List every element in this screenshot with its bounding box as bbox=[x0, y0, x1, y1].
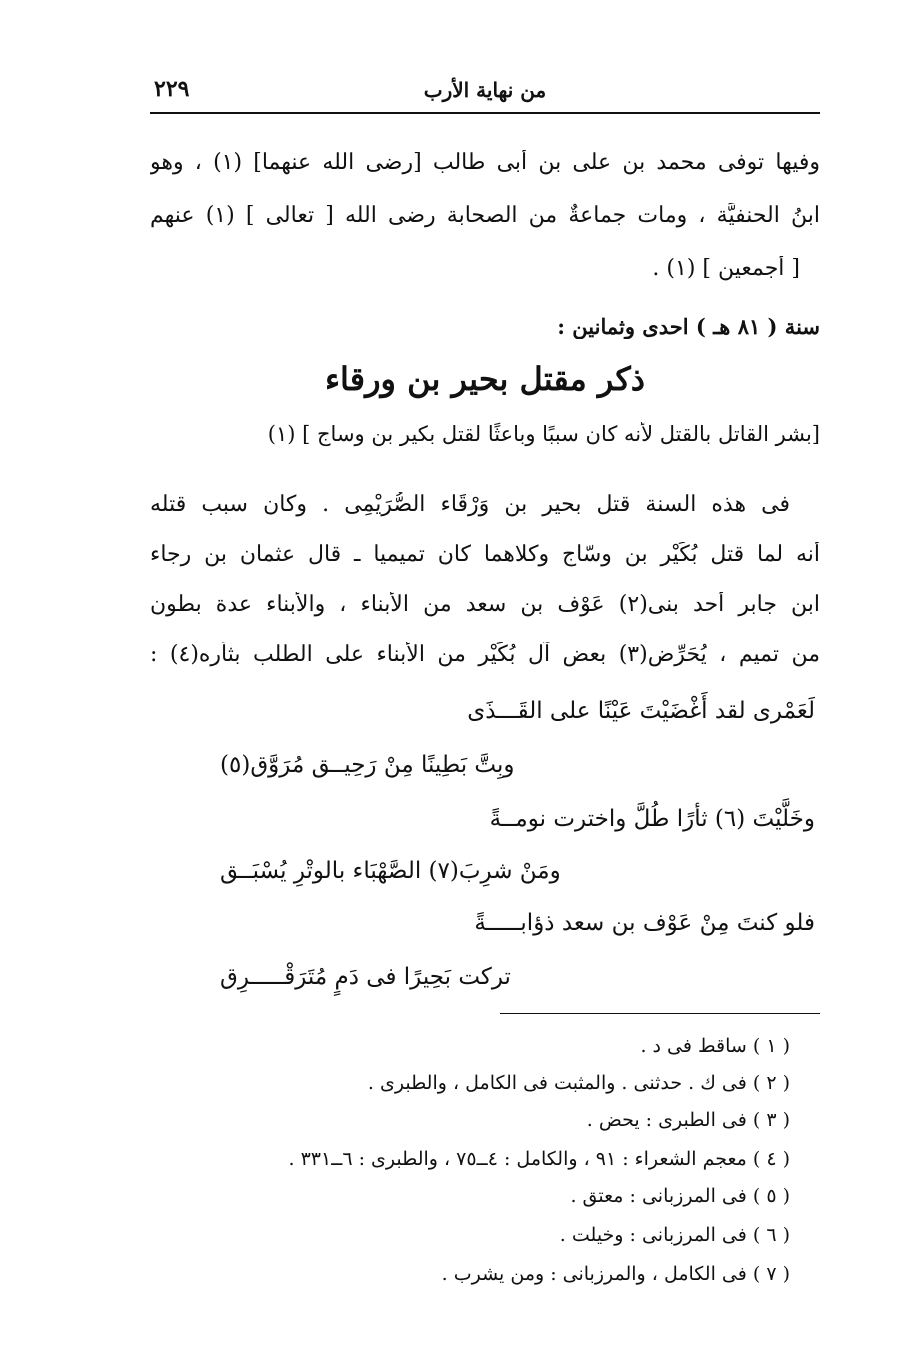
poem-verse bbox=[160, 698, 820, 738]
running-title: من نهاية الأرب bbox=[423, 78, 547, 102]
poem-verse bbox=[160, 910, 820, 950]
verse-second-hemistich: وبِتَّ بَطِينًا مِنْ رَحِيــق مُرَوَّق(٥) bbox=[220, 752, 515, 778]
verse-first-hemistich: فلو كنتَ مِنْ عَوْف بن سعد ذؤابـــــةً bbox=[474, 910, 815, 936]
footnote-rule bbox=[500, 1013, 820, 1014]
body-line: فى هذه السنة قتل بحير بن وَرْقَاء الصُّرَيْمِى . وكان سبب قتله bbox=[150, 492, 790, 517]
body-line: [ أجمعين ] (١) . bbox=[652, 256, 800, 281]
body-line: أنه لما قتل بُكَيْر بن وسّاج وكلاهما كان تميميا ـ قال عثمان بن رجاء bbox=[150, 542, 820, 567]
poem-verse bbox=[160, 858, 820, 898]
verse-second-hemistich: ومَنْ شرِبَ(٧) الصَّهْبَاء بالوتْرِ يُسْبَــق bbox=[220, 858, 561, 884]
footnote: ( ٣ ) فى الطبرى : يحض . bbox=[586, 1109, 790, 1131]
verse-first-hemistich: وخَلَّيْتَ (٦) ثأرًا طُلَّ واخترت نومــةً bbox=[489, 806, 815, 832]
page-header bbox=[150, 70, 820, 114]
header-rule bbox=[150, 112, 820, 114]
verse-first-hemistich: لَعَمْرى لقد أَغْضَيْتَ عَيْنًا على القَـــذَى bbox=[467, 698, 815, 724]
poem-verse bbox=[160, 752, 820, 792]
footnote: ( ١ ) ساقط فى د . bbox=[640, 1035, 790, 1057]
footnote: ( ٤ ) معجم الشعراء : ٩١ ، والكامل : ٤ــ٧٥ ، والطبرى : ٦ــ٣٣١ . bbox=[288, 1148, 790, 1170]
body-line: من تميم ، يُحَرِّض(٣) بعض آل بُكَيْر من الأَبناء على الطلب بثأره(٤) : bbox=[150, 642, 820, 667]
footnote: ( ٥ ) فى المرزبانى : معتق . bbox=[570, 1185, 790, 1207]
footnote: ( ٢ ) فى ك . حدثنى . والمثبت فى الكامل ، والطبرى . bbox=[367, 1072, 790, 1094]
section-title: ذكر مقتل بحير بن ورقاء bbox=[324, 360, 646, 398]
poem-verse bbox=[160, 806, 820, 846]
body-line: ابنُ الحنفيَّة ، ومات جماعةٌ من الصحابة رضى الله [ تعالى ] (١) عنهم bbox=[150, 203, 820, 228]
verse-second-hemistich: تركت بَحِيرًا فى دَمٍ مُتَرَقْـــــرِق bbox=[220, 964, 511, 990]
footnote: ( ٧ ) فى الكامل ، والمرزبانى : ومن يشرب . bbox=[441, 1263, 790, 1285]
poem-verse bbox=[160, 964, 820, 1004]
page-number: ٢٢٩ bbox=[154, 76, 190, 102]
bracket-note: [بشر القاتل بالقتل لأنه كان سببًا وباعثًا لقتل بكير بن وساج ] (١) bbox=[267, 422, 820, 446]
year-heading: سنة ( ٨١ هـ ) احدى وثمانين : bbox=[557, 314, 820, 339]
footnote: ( ٦ ) فى المرزبانى : وخيلت . bbox=[559, 1224, 790, 1246]
body-line: ابن جابر أحد بنى(٢) عَوْف بن سعد من الأَبناء ، والأَبناء عدة بطون bbox=[150, 592, 820, 617]
body-line: وفيها توفى محمد بن على بن أبى طالب [رضى الله عنهما] (١) ، وهو bbox=[150, 150, 820, 175]
